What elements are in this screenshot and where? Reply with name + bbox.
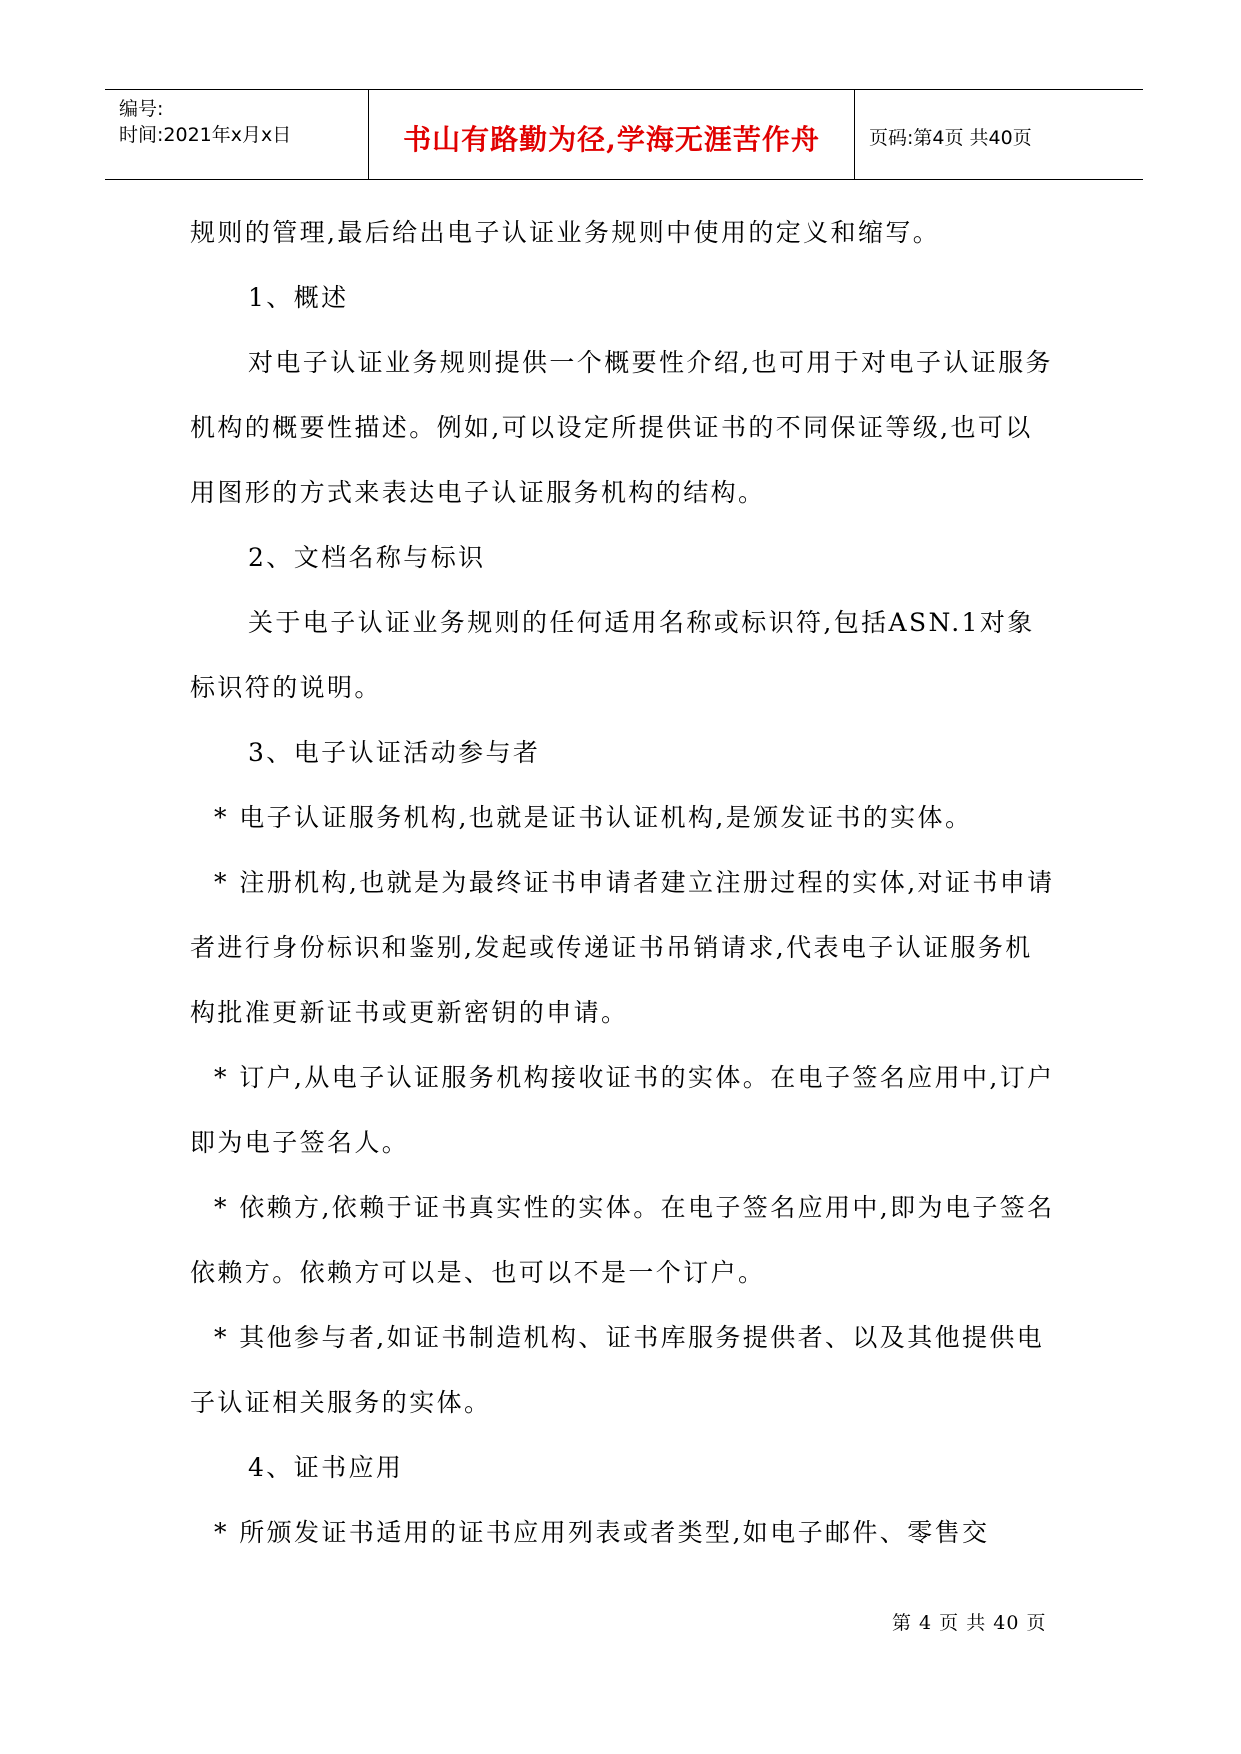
bullet-item: * 所颁发证书适用的证书应用列表或者类型,如电子邮件、零售交 bbox=[214, 1518, 990, 1547]
page-header bbox=[105, 89, 1143, 180]
bullet-item: * 电子认证服务机构,也就是证书认证机构,是颁发证书的实体。 bbox=[214, 803, 973, 832]
header-motto-cell bbox=[369, 90, 855, 179]
paragraph: 规则的管理,最后给出电子认证业务规则中使用的定义和缩写。 bbox=[190, 218, 941, 247]
section-heading-certificate-usage: 4、证书应用 bbox=[248, 1453, 404, 1482]
header-motto: 书山有路勤为径,学海无涯苦作舟 bbox=[403, 123, 820, 156]
section-heading-document-name: 2、文档名称与标识 bbox=[248, 543, 486, 572]
header-page-number: 页码:第4页 共40页 bbox=[869, 127, 1032, 149]
document-number-label: 编号: bbox=[119, 98, 164, 120]
document-body bbox=[190, 200, 1060, 1565]
header-page-cell bbox=[855, 90, 1143, 179]
paragraph: 对电子认证业务规则提供一个概要性介绍,也可用于对电子认证服务机构的概要性描述。例如,可以设定所提供证书的不同保证等级,也可以用图形的方式来表达电子认证服务机构的结构。 bbox=[190, 348, 1053, 507]
section-heading-overview: 1、概述 bbox=[248, 283, 349, 312]
page-footer: 第 4 页 共 40 页 bbox=[892, 1612, 1047, 1634]
bullet-item: * 注册机构,也就是为最终证书申请者建立注册过程的实体,对证书申请者进行身份标识和鉴别,发起或传递证书吊销请求,代表电子认证服务机构批准更新证书或更新密钥的申请。 bbox=[190, 868, 1055, 1027]
bullet-item: * 订户,从电子认证服务机构接收证书的实体。在电子签名应用中,订户即为电子签名人。 bbox=[190, 1063, 1055, 1157]
header-info-cell bbox=[105, 90, 369, 179]
section-heading-participants: 3、电子认证活动参与者 bbox=[248, 738, 541, 767]
bullet-item: * 依赖方,依赖于证书真实性的实体。在电子签名应用中,即为电子签名依赖方。依赖方可以是、也可以不是一个订户。 bbox=[190, 1193, 1055, 1287]
document-time: 时间:2021年x月x日 bbox=[119, 124, 292, 146]
paragraph: 关于电子认证业务规则的任何适用名称或标识符,包括ASN.1对象标识符的说明。 bbox=[190, 608, 1035, 702]
bullet-item: * 其他参与者,如证书制造机构、证书库服务提供者、以及其他提供电子认证相关服务的实体。 bbox=[190, 1323, 1045, 1417]
